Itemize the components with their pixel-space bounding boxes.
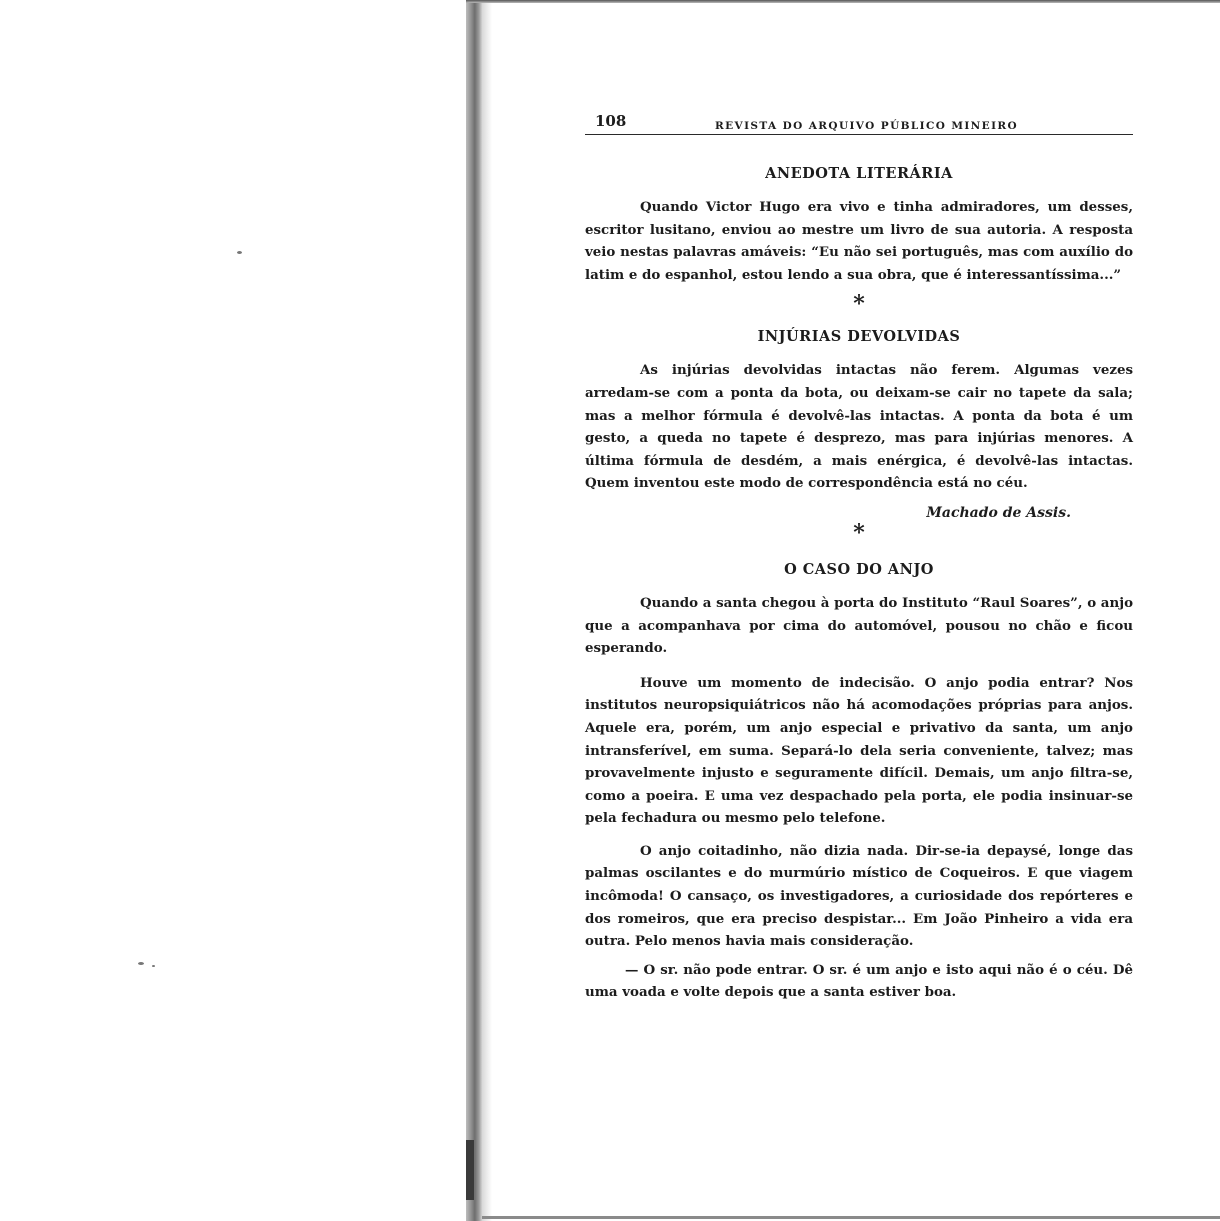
- page-number: 108: [595, 112, 627, 130]
- gutter-shadow: [482, 0, 492, 1221]
- page-top-edge: [466, 0, 1220, 3]
- section-title-injurias: INJÚRIAS DEVOLVIDAS: [757, 328, 961, 346]
- page-bottom-edge: [482, 1216, 1220, 1219]
- paper-speck: [237, 251, 242, 254]
- journal-title: REVISTA DO ARQUIVO PÚBLICO MINEIRO: [715, 120, 1019, 132]
- blank-left-page: [0, 0, 466, 1221]
- spine-shadow: [466, 1140, 474, 1200]
- section-separator: *: [853, 291, 865, 318]
- paragraph: As injúrias devolvidas intactas não ferem. Algumas vezes arredam-se com a ponta da bota, ou deixam-se cair no tapete da sala; mas a melhor fórmula é devolvê-las intactas. A ponta da bota é um gesto, a queda no tapete é desprezo, mas para injúrias menores. A última fórmula de desdém, a mais enérgica, é devolvê-las intactas. Quem inventou este modo de correspondência está no céu.: [585, 362, 1133, 492]
- running-head: [585, 108, 1133, 135]
- section-title-caso-anjo: O CASO DO ANJO: [784, 560, 934, 578]
- paragraph: Quando Victor Hugo era vivo e tinha admiradores, um desses, escritor lusitano, enviou ao mestre um livro de sua autoria. A resposta veio nestas palavras amáveis: “Eu não sei português, mas com auxílio do latim e do espanhol, estou lendo a sua obra, que é interessantíssima...”: [585, 199, 1133, 283]
- author-signature: Machado de Assis.: [926, 504, 1071, 521]
- paper-speck: [152, 965, 155, 967]
- text-page: [585, 108, 1133, 1004]
- dialogue-paragraph: — O sr. não pode entrar. O sr. é um anjo e isto aqui não é o céu. Dê uma voada e volte depois que a santa estiver boa.: [585, 961, 1133, 1001]
- paragraph: Houve um momento de indecisão. O anjo podia entrar? Nos institutos neuropsiquiátricos não há acomodações próprias para anjos. Aquele era, porém, um anjo especial e privativo da santa, um anjo intransferível, em suma. Separá-lo dela seria conveniente, talvez; mas provavelmente injusto e seguramente difícil. Demais, um anjo filtra-se, como a poeira. E uma vez despachado pela porta, ele podia insinuar-se pela fechadura ou mesmo pelo telefone.: [585, 674, 1133, 827]
- paper-speck: [138, 962, 144, 965]
- section-separator: *: [853, 519, 865, 546]
- paragraph: Quando a santa chegou à porta do Instituto “Raul Soares”, o anjo que a acompanhava por cima do automóvel, pousou no chão e ficou esperando.: [585, 594, 1133, 657]
- section-title-anedota: ANEDOTA LITERÁRIA: [765, 165, 953, 182]
- book-gutter: [466, 0, 482, 1221]
- paragraph: O anjo coitadinho, não dizia nada. Dir-se-ia depaysé, longe das palmas oscilantes e do murmúrio místico de Coqueiros. E que viagem incômoda! O cansaço, os investigadores, a curiosidade dos repórteres e dos romeiros, que era preciso despistar... Em João Pinheiro a vida era outra. Pelo menos havia mais consideração.: [585, 842, 1133, 950]
